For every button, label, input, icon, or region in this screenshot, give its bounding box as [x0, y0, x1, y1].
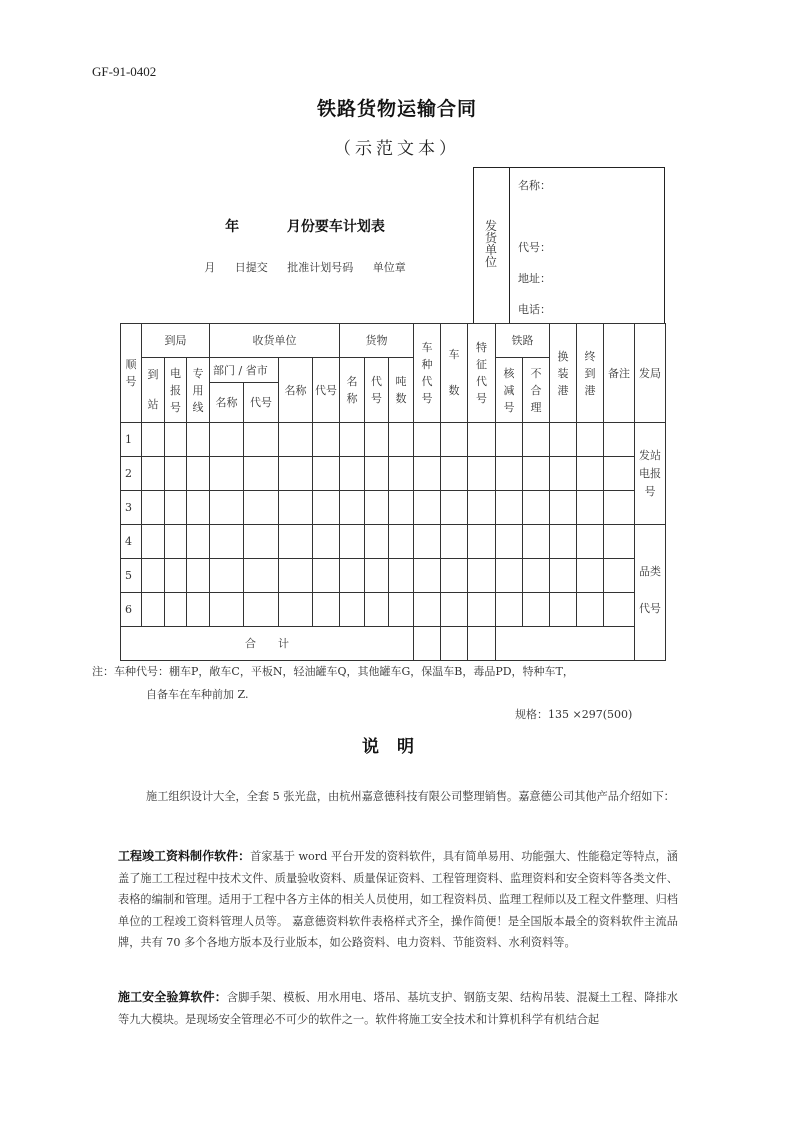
- row-number: 6: [121, 593, 142, 627]
- header-final-port: 终到港: [577, 324, 604, 423]
- table-row: [121, 423, 666, 457]
- header-special-line: 专用线: [187, 358, 210, 423]
- table-row: [121, 491, 666, 525]
- car-plan-table: [120, 323, 666, 661]
- side-label-station-telegraph: 发站电报号: [635, 423, 666, 525]
- plan-title-year: 年: [225, 219, 240, 235]
- header-dept-name: 名称: [210, 383, 244, 423]
- header-railway: 铁路: [496, 324, 550, 358]
- unit-seal: 单位章: [372, 261, 406, 274]
- header-car-count: 车数: [441, 324, 468, 423]
- shipper-address-field[interactable]: 地址：: [518, 272, 551, 285]
- row-number: 2: [121, 457, 142, 491]
- header-transfer-port: 换装港: [550, 324, 577, 423]
- table-row: [121, 559, 666, 593]
- note-line-2: 自备车在车种前加 Z.: [146, 688, 249, 701]
- product-desc-completion-docs: 首家基于 word 平台开发的资料软件，具有简单易用、功能强大、性能稳定等特点，涵盖了施工工程过程中技术文件、质量验收资料、质量保证资料、工程管理资料、监理资料和安全资料等各类文件、表格的编制和管理。适用于工程中各方主体的相关人员使用，如工程资料员、监理工程师以及工程文件整理、归档单位的工程竣工资料管理人员等。 嘉意德资料软件表格样式齐全，操作简便！是全国版本最全的资料软件主流品牌，共有 70 多个各地方版本及行业版本，如公路资料、电力资料、节能资料、水利资料等。: [118, 850, 678, 949]
- explanation-paragraph-1: 施工组织设计大全，全套 5 张光盘，由杭州嘉意德科技有限公司整理销售。嘉意德公司其他产品介绍如下：: [146, 790, 675, 803]
- plan-title: [150, 216, 460, 236]
- product-title-safety-calc: 施工安全验算软件：: [118, 990, 227, 1004]
- submit-day: 日提交: [234, 261, 268, 274]
- total-label: 合 计: [121, 627, 414, 661]
- approval-number: 批准计划号码: [287, 261, 354, 274]
- total-car-type[interactable]: [414, 627, 441, 661]
- spec-text: 规格：135 ×297(500): [515, 708, 633, 721]
- side-label-category-code: 品类 代号: [635, 525, 666, 661]
- shipper-name-field[interactable]: 名称：: [518, 179, 551, 192]
- header-tonnage: 吨数: [389, 358, 414, 423]
- document-code: GF-91-0402: [92, 64, 157, 79]
- total-rest[interactable]: [496, 627, 666, 661]
- total-feature[interactable]: [468, 627, 496, 661]
- table-row: [121, 525, 666, 559]
- document-title: 铁路货物运输合同: [316, 98, 477, 120]
- total-car-count[interactable]: [441, 627, 468, 661]
- row-number: 5: [121, 559, 142, 593]
- header-feature-code: 特征代号: [468, 324, 496, 423]
- header-unreasonable: 不合理: [523, 358, 550, 423]
- total-row: [121, 627, 666, 661]
- shipper-box: [473, 167, 665, 323]
- header-goods: 货物: [340, 324, 414, 358]
- shipper-label-cell: [474, 168, 510, 324]
- explanation-title: 说明: [362, 737, 432, 757]
- note-line-1: 注：车种代号：棚车P，敞车C，平板N，轻油罐车Q，其他罐车G，保温车B，毒品PD，特种车T，: [92, 665, 574, 678]
- table-row: [121, 593, 666, 627]
- header-seq: 顺号: [121, 324, 142, 423]
- plan-title-rest: 月份要车计划表: [286, 219, 385, 235]
- explanation-paragraph-3: [118, 987, 678, 1030]
- explanation-paragraph-2: [118, 846, 678, 954]
- header-goods-name: 名称: [340, 358, 365, 423]
- header-dept-code: 代号: [244, 383, 279, 423]
- header-remarks: 备注: [604, 324, 635, 423]
- header-car-type-code: 车种代号: [414, 324, 441, 423]
- header-goods-code: 代号: [365, 358, 389, 423]
- shipper-label: 发货单位: [485, 219, 498, 269]
- row-number: 1: [121, 423, 142, 457]
- header-dept-province: 部门 / 省市: [210, 358, 279, 383]
- header-dispatch-bureau: 发局: [635, 324, 666, 423]
- submit-month: 月: [204, 261, 216, 274]
- header-telegraph-no: 电报号: [165, 358, 187, 423]
- product-desc-safety-calc: 含脚手架、模板、用水用电、塔吊、基坑支护、钢筋支架、结构吊装、混凝土工程、降排水等九大模块。是现场安全管理必不可少的软件之一。软件将施工安全技术和计算机科学有机结合起: [118, 991, 678, 1026]
- header-verify-no: 核减号: [496, 358, 523, 423]
- submit-line: [150, 259, 460, 275]
- table-row: [121, 457, 666, 491]
- header-consignee: 收货单位: [210, 324, 340, 358]
- row-number: 3: [121, 491, 142, 525]
- header-consignee-code: 代号: [313, 358, 340, 423]
- shipper-code-field[interactable]: 代号：: [518, 241, 551, 254]
- header-to-station: 到站: [142, 358, 165, 423]
- document-subtitle: （示范文本）: [334, 139, 460, 159]
- product-title-completion-docs: 工程竣工资料制作软件：: [118, 849, 251, 863]
- header-consignee-name: 名称: [279, 358, 313, 423]
- shipper-phone-field[interactable]: 电话：: [518, 303, 551, 316]
- header-arrival-bureau: 到局: [142, 324, 210, 358]
- row-number: 4: [121, 525, 142, 559]
